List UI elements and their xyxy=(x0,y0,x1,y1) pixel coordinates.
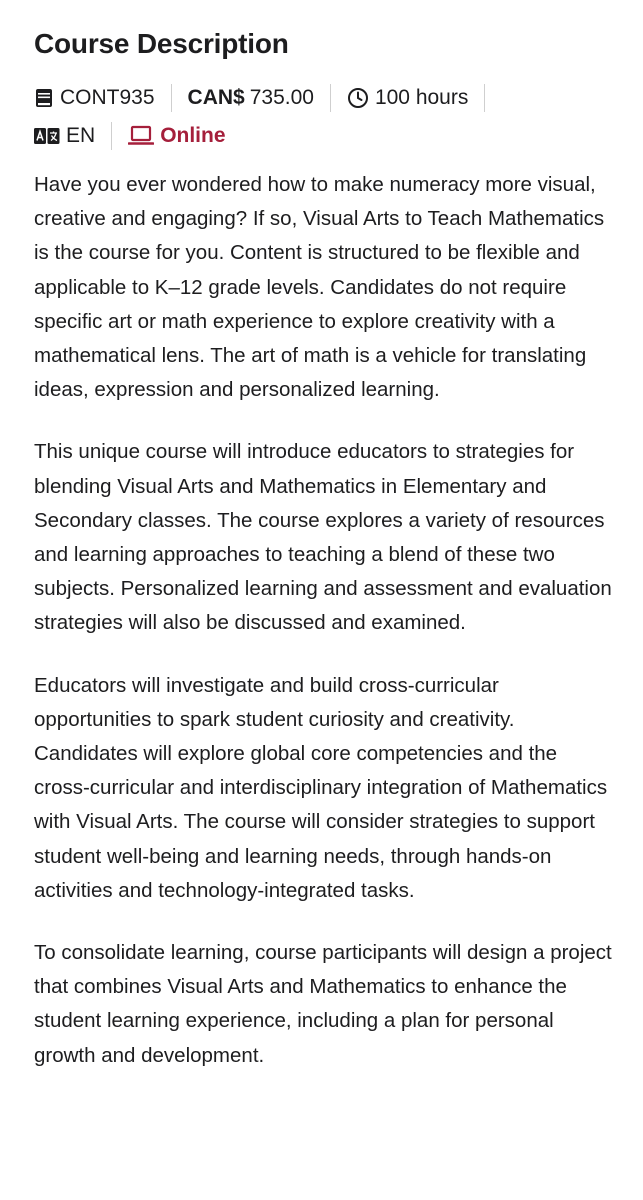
laptop-icon xyxy=(128,125,154,147)
course-duration xyxy=(347,85,468,111)
description-paragraph: This unique course will introduce educators to strategies for blending Visual Arts and Mathematics in Elementary and Secondary classes. The course explores a variety of resources and learning approaches to teaching a blend of these two subjects. Personalized learning and assessment and evaluation strategies will also be discussed and examined. xyxy=(34,440,612,635)
duration-text: 100 hours xyxy=(374,86,469,109)
price-currency: CAN$ xyxy=(187,86,245,109)
course-description-body xyxy=(34,168,614,1073)
description-paragraph: Educators will investigate and build cross-curricular opportunities to spark student curiosity and creativity. Candidates will explore global core competencies and the cross-curricular and interdisciplinary integration of Mathematics with Visual Arts. The course will consider strategies to support student well-being and learning needs, through hands-on activities and technology-integrated tasks. xyxy=(34,673,608,902)
description-paragraph: Have you ever wondered how to make numeracy more visual, creative and engaging? If so, Visual Arts to Teach Mathematics is the course for you. Content is structured to be flexible and applicable to K–12 grade levels. Candidates do not require specific art or math experience to explore creativity with a mathematical lens. The art of math is a vehicle for translating ideas, expression and personalized learning. xyxy=(34,173,605,402)
meta-divider xyxy=(171,84,172,112)
translate-icon xyxy=(34,128,60,144)
course-code xyxy=(34,85,155,111)
course-code-text: CONT935 xyxy=(60,86,155,109)
meta-divider xyxy=(484,84,485,112)
meta-divider xyxy=(330,84,331,112)
description-paragraph: To consolidate learning, course participants will design a project that combines Visual Arts and Mathematics to enhance the student learning experience, including a plan for personal growth and development. xyxy=(34,941,612,1067)
course-language xyxy=(34,123,95,149)
course-price xyxy=(188,85,314,111)
delivery-text: Online xyxy=(160,124,226,147)
meta-divider xyxy=(111,122,112,150)
course-meta xyxy=(34,84,554,150)
book-icon xyxy=(34,88,54,108)
price-amount: 735.00 xyxy=(249,86,314,109)
language-text: EN xyxy=(66,124,96,147)
section-title: Course Description xyxy=(34,28,289,59)
course-delivery xyxy=(128,123,225,149)
clock-icon xyxy=(347,87,369,109)
